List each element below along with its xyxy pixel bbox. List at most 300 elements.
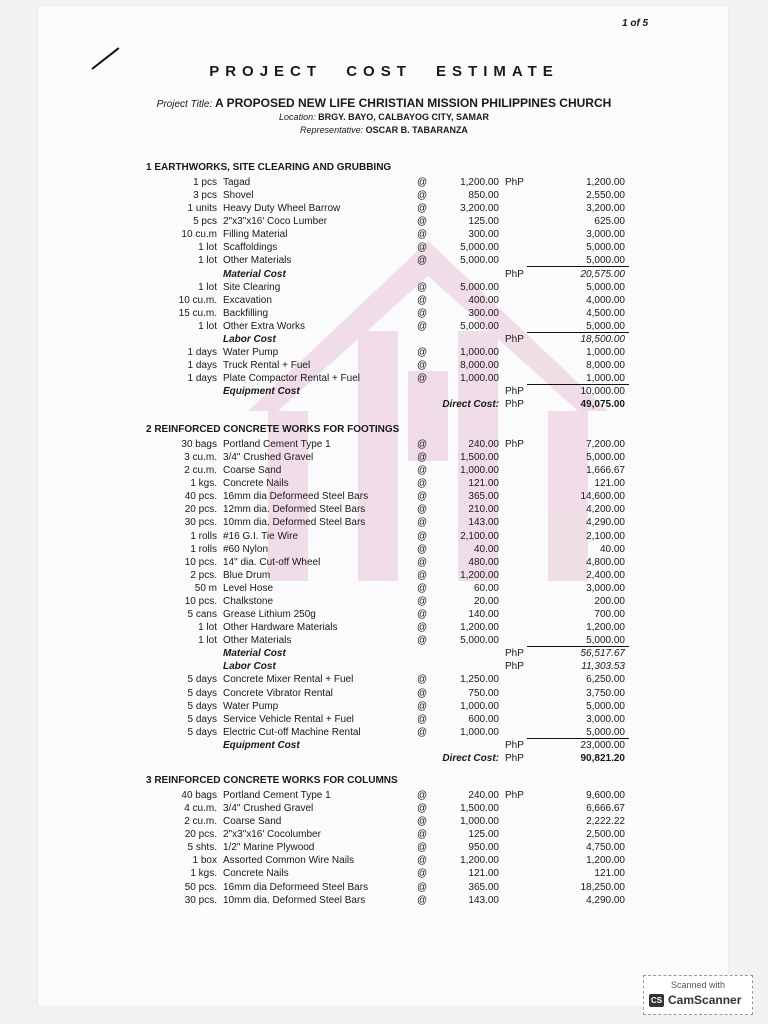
row-amount: 121.00	[594, 868, 625, 880]
row-amount: 3,750.00	[586, 687, 625, 699]
row-at-sign: @	[417, 894, 428, 906]
table-row	[0, 621, 768, 634]
row-amount: 18,500.00	[580, 333, 625, 345]
row-amount: 3,200.00	[586, 203, 625, 215]
row-amount: 5,000.00	[586, 452, 625, 464]
row-description: 2"x3"x16' Coco Lumber	[223, 216, 328, 228]
row-description: 14" dia. Cut-off Wheel	[223, 556, 321, 568]
row-currency: PhP	[505, 790, 524, 801]
row-at-sign: @	[417, 373, 428, 385]
row-unit-price: 5,000.00	[460, 281, 499, 293]
row-at-sign: @	[417, 687, 428, 699]
table-row	[0, 530, 768, 543]
camscanner-name: CamScanner	[668, 993, 742, 1007]
row-unit-price: 143.00	[468, 894, 499, 906]
row-quantity: 1 units	[187, 203, 217, 215]
row-amount: 5,000.00	[586, 726, 625, 738]
table-row	[0, 241, 768, 254]
table-row	[0, 438, 768, 451]
row-unit-price: 365.00	[468, 491, 499, 503]
row-at-sign: @	[417, 556, 428, 568]
row-unit-price: 5,000.00	[460, 242, 499, 254]
row-description: Level Hose	[223, 582, 274, 594]
row-description: Assorted Common Wire Nails	[223, 855, 355, 867]
row-at-sign: @	[417, 281, 428, 293]
row-at-sign: @	[417, 216, 428, 228]
row-currency: PhP	[505, 648, 524, 660]
row-at-sign: @	[417, 320, 428, 332]
row-unit-price: 1,200.00	[460, 177, 499, 188]
row-at-sign: @	[417, 855, 428, 867]
row-description: Coarse Sand	[223, 465, 282, 477]
row-quantity: 3 cu.m.	[184, 452, 217, 464]
table-row	[0, 268, 768, 281]
row-amount: 5,000.00	[586, 700, 625, 712]
table-row	[0, 451, 768, 464]
row-description: Other Extra Works	[223, 320, 306, 332]
row-quantity: 5 days	[187, 687, 217, 699]
row-currency: PhP	[505, 752, 524, 764]
table-row	[0, 477, 768, 490]
row-at-sign: @	[417, 242, 428, 254]
row-at-sign: @	[417, 609, 428, 621]
row-quantity: 30 pcs.	[184, 894, 217, 906]
row-unit-price: 600.00	[468, 713, 499, 725]
row-at-sign: @	[417, 465, 428, 477]
table-row	[0, 867, 768, 880]
row-quantity: 5 days	[187, 674, 217, 686]
section-heading: 3 REINFORCED CONCRETE WORKS FOR COLUMNS	[146, 775, 398, 786]
row-at-sign: @	[417, 530, 428, 542]
table-row	[0, 726, 768, 739]
row-unit-price: 1,000.00	[460, 465, 499, 477]
table-row	[0, 189, 768, 202]
row-quantity: 1 lot	[198, 320, 217, 332]
row-quantity: 40 pcs.	[184, 491, 217, 503]
row-at-sign: @	[417, 790, 428, 801]
row-description: Equipment Cost	[223, 386, 300, 398]
row-at-sign: @	[417, 881, 428, 893]
row-amount: 2,500.00	[586, 829, 625, 841]
row-amount: 200.00	[594, 595, 625, 607]
row-description: 16mm dia Deformeed Steel Bars	[223, 881, 369, 893]
row-quantity: 10 cu.m	[181, 229, 217, 241]
row-amount: 6,666.67	[586, 803, 625, 815]
row-description: Labor Cost	[223, 333, 276, 345]
scanned-with-label: Scanned with	[670, 980, 726, 990]
row-quantity: 3 pcs	[193, 190, 217, 202]
row-description: #60 Nylon	[223, 543, 269, 555]
row-unit-price: Direct Cost:	[442, 752, 499, 764]
row-description: Tagad	[223, 177, 251, 188]
row-description: Truck Rental + Fuel	[223, 360, 311, 372]
table-row	[0, 516, 768, 529]
row-description: Water Pump	[223, 700, 279, 712]
row-description: Concrete Vibrator Rental	[223, 687, 333, 699]
table-row	[0, 608, 768, 621]
row-description: 10mm dia. Deformed Steel Bars	[223, 517, 366, 529]
row-unit-price: 1,000.00	[460, 373, 499, 385]
row-currency: PhP	[505, 177, 524, 188]
row-unit-price: 480.00	[468, 556, 499, 568]
row-at-sign: @	[417, 229, 428, 241]
row-description: Other Materials	[223, 255, 292, 267]
row-amount: 4,800.00	[586, 556, 625, 568]
row-unit-price: 121.00	[468, 478, 499, 490]
row-amount: 5,000.00	[586, 635, 625, 647]
row-description: Plate Compactor Rental + Fuel	[223, 373, 361, 385]
row-quantity: 10 cu.m.	[178, 294, 217, 306]
row-at-sign: @	[417, 713, 428, 725]
row-unit-price: 300.00	[468, 307, 499, 319]
row-amount: 700.00	[594, 609, 625, 621]
table-row	[0, 569, 768, 582]
row-description: Water Pump	[223, 347, 279, 359]
row-amount: 4,200.00	[586, 504, 625, 516]
row-at-sign: @	[417, 504, 428, 516]
row-description: 2"x3"x16' Cocolumber	[223, 829, 321, 841]
row-unit-price: 3,200.00	[460, 203, 499, 215]
row-unit-price: 8,000.00	[460, 360, 499, 372]
row-unit-price: 1,500.00	[460, 452, 499, 464]
row-unit-price: 750.00	[468, 687, 499, 699]
row-amount: 4,500.00	[586, 307, 625, 319]
row-description: Concrete Nails	[223, 478, 289, 490]
row-at-sign: @	[417, 203, 428, 215]
table-row	[0, 687, 768, 700]
section-heading: 1 EARTHWORKS, SITE CLEARING AND GRUBBING	[146, 162, 392, 173]
row-quantity: 1 lot	[198, 242, 217, 254]
row-unit-price: 40.00	[473, 543, 499, 555]
row-at-sign: @	[417, 491, 428, 503]
table-row	[0, 215, 768, 228]
row-amount: 1,200.00	[586, 177, 625, 188]
row-quantity: 5 days	[187, 726, 217, 738]
project-title-label: Project Title:	[156, 99, 213, 110]
row-unit-price: 1,000.00	[460, 347, 499, 359]
project-title: A PROPOSED NEW LIFE CHRISTIAN MISSION PHILIPPINES CHURCH	[215, 96, 612, 110]
row-at-sign: @	[417, 360, 428, 372]
row-description: Service Vehicle Rental + Fuel	[223, 713, 354, 725]
row-amount: 5,000.00	[586, 281, 625, 293]
table-row	[0, 752, 768, 765]
table-row	[0, 372, 768, 385]
row-at-sign: @	[417, 517, 428, 529]
row-unit-price: 240.00	[468, 790, 499, 801]
row-unit-price: 365.00	[468, 881, 499, 893]
row-description: 12mm dia. Deformed Steel Bars	[223, 504, 366, 516]
row-quantity: 1 days	[187, 373, 217, 385]
location-label: Location:	[279, 112, 316, 122]
row-quantity: 20 pcs.	[184, 504, 217, 516]
row-at-sign: @	[417, 347, 428, 359]
row-amount: 14,600.00	[580, 491, 625, 503]
row-unit-price: 210.00	[468, 504, 499, 516]
row-amount: 56,517.67	[580, 648, 625, 660]
row-unit-price: 5,000.00	[460, 255, 499, 267]
row-amount: 4,290.00	[586, 517, 625, 529]
row-quantity: 2 pcs.	[190, 569, 217, 581]
row-unit-price: 400.00	[468, 294, 499, 306]
row-description: Concrete Mixer Rental + Fuel	[223, 674, 354, 686]
row-description: 1/2" Marine Plywood	[223, 842, 315, 854]
table-row	[0, 815, 768, 828]
row-description: 3/4" Crushed Gravel	[223, 803, 314, 815]
row-at-sign: @	[417, 595, 428, 607]
row-description: Material Cost	[223, 648, 286, 660]
table-row	[0, 841, 768, 854]
row-at-sign: @	[417, 868, 428, 880]
table-row	[0, 202, 768, 215]
row-at-sign: @	[417, 177, 428, 188]
row-amount: 7,200.00	[586, 439, 625, 450]
representative-value: OSCAR B. TABARANZA	[365, 125, 468, 135]
row-quantity: 1 pcs	[193, 177, 217, 188]
row-amount: 1,200.00	[586, 855, 625, 867]
row-at-sign: @	[417, 543, 428, 555]
camscanner-badge	[643, 975, 753, 1015]
row-unit-price: 300.00	[468, 229, 499, 241]
row-unit-price: 1,250.00	[460, 674, 499, 686]
row-at-sign: @	[417, 478, 428, 490]
row-quantity: 50 m	[194, 582, 217, 594]
row-currency: PhP	[505, 386, 524, 398]
row-unit-price: 1,200.00	[460, 855, 499, 867]
row-currency: PhP	[505, 661, 524, 673]
row-unit-price: 1,000.00	[460, 816, 499, 828]
row-unit-price: 60.00	[473, 582, 499, 594]
row-description: Blue Drum	[223, 569, 271, 581]
row-amount: 49,075.00	[580, 399, 625, 411]
row-unit-price: Direct Cost:	[442, 399, 499, 411]
location-value: BRGY. BAYO, CALBAYOG CITY, SAMAR	[318, 112, 489, 122]
row-amount: 4,000.00	[586, 294, 625, 306]
row-amount: 5,000.00	[586, 255, 625, 267]
row-quantity: 4 cu.m.	[184, 803, 217, 815]
row-quantity: 20 pcs.	[184, 829, 217, 841]
row-amount: 1,000.00	[586, 347, 625, 359]
row-amount: 3,000.00	[586, 229, 625, 241]
row-quantity: 30 bags	[181, 439, 217, 450]
row-description: Portland Cement Type 1	[223, 790, 331, 801]
table-row	[0, 802, 768, 815]
row-unit-price: 125.00	[468, 216, 499, 228]
row-at-sign: @	[417, 674, 428, 686]
row-currency: PhP	[505, 268, 524, 280]
project-title-line	[0, 96, 768, 110]
row-unit-price: 121.00	[468, 868, 499, 880]
row-description: Labor Cost	[223, 661, 276, 673]
row-unit-price: 5,000.00	[460, 635, 499, 647]
row-quantity: 2 cu.m.	[184, 816, 217, 828]
row-unit-price: 950.00	[468, 842, 499, 854]
row-unit-price: 1,200.00	[460, 569, 499, 581]
row-amount: 625.00	[594, 216, 625, 228]
row-unit-price: 1,000.00	[460, 726, 499, 738]
row-at-sign: @	[417, 829, 428, 841]
representative-label: Representative:	[300, 125, 364, 135]
row-at-sign: @	[417, 803, 428, 815]
row-amount: 5,000.00	[586, 242, 625, 254]
row-description: Other Hardware Materials	[223, 622, 338, 634]
table-row	[0, 634, 768, 647]
row-description: Concrete Nails	[223, 868, 289, 880]
row-quantity: 2 cu.m.	[184, 465, 217, 477]
row-amount: 1,666.67	[586, 465, 625, 477]
row-unit-price: 850.00	[468, 190, 499, 202]
row-description: Site Clearing	[223, 281, 281, 293]
row-quantity: 1 lot	[198, 281, 217, 293]
row-description: #16 G.I. Tie Wire	[223, 530, 299, 542]
row-description: Excavation	[223, 294, 272, 306]
row-description: 16mm dia Deformeed Steel Bars	[223, 491, 369, 503]
table-row	[0, 464, 768, 477]
row-at-sign: @	[417, 582, 428, 594]
row-description: Scaffoldings	[223, 242, 278, 254]
representative-line	[0, 125, 768, 135]
row-description: Equipment Cost	[223, 739, 300, 751]
row-at-sign: @	[417, 726, 428, 738]
table-row	[0, 385, 768, 398]
row-currency: PhP	[505, 399, 524, 411]
row-description: Other Materials	[223, 635, 292, 647]
table-row	[0, 176, 768, 189]
row-at-sign: @	[417, 816, 428, 828]
row-unit-price: 5,000.00	[460, 320, 499, 332]
page-number: 1 of 5	[622, 18, 649, 29]
row-currency: PhP	[505, 439, 524, 450]
row-quantity: 5 days	[187, 700, 217, 712]
table-row	[0, 854, 768, 867]
row-quantity: 1 lot	[198, 635, 217, 647]
table-row	[0, 228, 768, 241]
row-unit-price: 1,500.00	[460, 803, 499, 815]
row-amount: 8,000.00	[586, 360, 625, 372]
row-amount: 1,000.00	[586, 373, 625, 385]
table-row	[0, 673, 768, 686]
row-amount: 2,550.00	[586, 190, 625, 202]
row-at-sign: @	[417, 439, 428, 450]
table-row	[0, 881, 768, 894]
row-currency: PhP	[505, 333, 524, 345]
row-amount: 90,821.20	[580, 752, 625, 764]
row-quantity: 5 shts.	[187, 842, 217, 854]
row-amount: 5,000.00	[586, 320, 625, 332]
row-quantity: 40 bags	[181, 790, 217, 801]
row-quantity: 5 cans	[187, 609, 217, 621]
table-row	[0, 307, 768, 320]
row-quantity: 1 kgs.	[190, 868, 217, 880]
row-description: Backfilling	[223, 307, 269, 319]
table-row	[0, 894, 768, 907]
row-quantity: 1 lot	[198, 255, 217, 267]
row-amount: 3,000.00	[586, 713, 625, 725]
location-line	[0, 112, 768, 122]
row-unit-price: 143.00	[468, 517, 499, 529]
row-quantity: 5 days	[187, 713, 217, 725]
row-amount: 3,000.00	[586, 582, 625, 594]
row-description: Chalkstone	[223, 595, 274, 607]
table-row	[0, 647, 768, 660]
table-row	[0, 660, 768, 673]
row-currency: PhP	[505, 739, 524, 751]
table-row	[0, 254, 768, 267]
document-title: PROJECT COST ESTIMATE	[209, 63, 559, 80]
table-row	[0, 490, 768, 503]
row-quantity: 5 pcs	[193, 216, 217, 228]
row-at-sign: @	[417, 190, 428, 202]
row-description: Shovel	[223, 190, 254, 202]
row-unit-price: 20.00	[473, 595, 499, 607]
row-unit-price: 1,200.00	[460, 622, 499, 634]
row-quantity: 1 rolls	[190, 530, 217, 542]
table-row	[0, 789, 768, 802]
row-description: 10mm dia. Deformed Steel Bars	[223, 894, 366, 906]
table-row	[0, 828, 768, 841]
row-quantity: 1 days	[187, 347, 217, 359]
table-row	[0, 503, 768, 516]
row-at-sign: @	[417, 700, 428, 712]
row-amount: 40.00	[599, 543, 625, 555]
row-amount: 23,000.00	[580, 739, 625, 751]
row-unit-price: 125.00	[468, 829, 499, 841]
row-quantity: 1 lot	[198, 622, 217, 634]
row-unit-price: 1,000.00	[460, 700, 499, 712]
row-quantity: 1 days	[187, 360, 217, 372]
row-quantity: 10 pcs.	[184, 556, 217, 568]
table-row	[0, 739, 768, 752]
table-row	[0, 359, 768, 372]
table-row	[0, 294, 768, 307]
table-row	[0, 582, 768, 595]
row-at-sign: @	[417, 452, 428, 464]
row-quantity: 1 box	[192, 855, 217, 867]
row-description: Electric Cut-off Machine Rental	[223, 726, 361, 738]
row-amount: 2,100.00	[586, 530, 625, 542]
table-row	[0, 700, 768, 713]
row-amount: 4,290.00	[586, 894, 625, 906]
section-heading: 2 REINFORCED CONCRETE WORKS FOR FOOTINGS	[146, 424, 400, 435]
row-amount: 1,200.00	[586, 622, 625, 634]
row-quantity: 50 pcs.	[184, 881, 217, 893]
table-row	[0, 543, 768, 556]
row-amount: 2,400.00	[586, 569, 625, 581]
row-at-sign: @	[417, 307, 428, 319]
row-description: Filling Material	[223, 229, 288, 241]
table-row	[0, 595, 768, 608]
table-row	[0, 346, 768, 359]
row-description: Grease Lithium 250g	[223, 609, 316, 621]
table-row	[0, 320, 768, 333]
row-description: Material Cost	[223, 268, 286, 280]
row-quantity: 15 cu.m.	[178, 307, 217, 319]
row-amount: 20,575.00	[580, 268, 625, 280]
row-at-sign: @	[417, 569, 428, 581]
row-at-sign: @	[417, 255, 428, 267]
row-quantity: 10 pcs.	[184, 595, 217, 607]
table-row	[0, 398, 768, 411]
row-description: Portland Cement Type 1	[223, 439, 331, 450]
row-description: Heavy Duty Wheel Barrow	[223, 203, 341, 215]
row-at-sign: @	[417, 635, 428, 647]
row-at-sign: @	[417, 294, 428, 306]
table-row	[0, 713, 768, 726]
row-amount: 10,000.00	[580, 386, 625, 398]
row-at-sign: @	[417, 622, 428, 634]
row-unit-price: 140.00	[468, 609, 499, 621]
row-amount: 11,303.53	[581, 661, 625, 673]
row-at-sign: @	[417, 842, 428, 854]
